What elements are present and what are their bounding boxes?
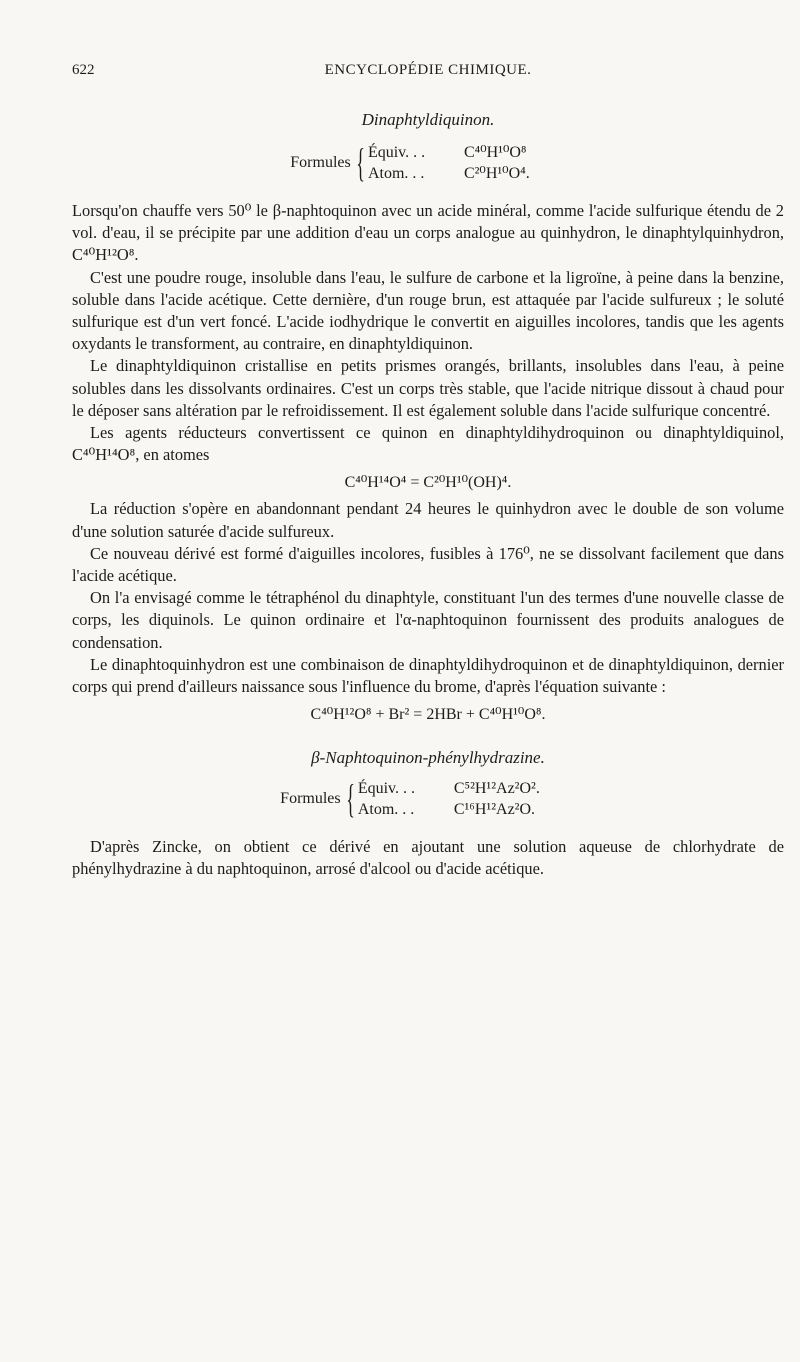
- formula-key: Atom. . .: [367, 165, 425, 182]
- paragraph: Le dinaphtoquinhydron est une combinaison de dinaphtyldihydroquinon et de dinaphtyldiquinon, dernier corps qui prend d'ailleurs naissance sous l'influence du brome, d'après l'équation suivante :: [72, 654, 784, 697]
- paragraph: Lorsqu'on chauffe vers 50⁰ le β-naphtoquinon avec un acide minéral, comme l'acide sulfurique étendu de 2 vol. d'eau, il se précipite par une addition d'eau un corps analogue au quinhydron, le dinaphtylquinhydron, C⁴⁰H¹²O⁸.: [72, 201, 784, 265]
- formula-row: [368, 163, 530, 184]
- formula-block: [36, 142, 784, 184]
- formula-label: Formules: [280, 790, 341, 808]
- brace-glyph: {: [345, 776, 355, 822]
- equation: C⁴⁰H¹²O⁸ + Br² = 2HBr + C⁴⁰H¹⁰O⁸.: [310, 706, 546, 724]
- formula-value: C⁴⁰H¹⁰O⁸: [463, 144, 527, 161]
- formula-value: C⁵²H¹²Az²O².: [453, 780, 540, 798]
- formula-row: [368, 142, 530, 163]
- paragraph: La réduction s'opère en abandonnant pendant 24 heures le quinhydron avec le double de son volume d'une solution saturée d'acide sulfureux.: [72, 499, 784, 541]
- paragraph: Ce nouveau dérivé est formé d'aiguilles incolores, fusibles à 176⁰, ne se dissolvant facilement que dans l'acide acétique.: [72, 543, 784, 586]
- formula-key: Atom. . .: [357, 801, 415, 819]
- paragraph: D'après Zincke, on obtient ce dérivé en ajoutant une solution aqueuse de chlorhydrate de phénylhydrazine à du naphtoquinon, arrosé d'alcool ou d'acide acétique.: [72, 837, 784, 879]
- section-title-naphtoquinon-phenylhydrazine: β-Naphtoquinon-phénylhydrazine.: [311, 748, 545, 768]
- section-title-dinaphtyldiquinon: Dinaphtyldiquinon.: [361, 110, 495, 129]
- page: [72, 62, 784, 881]
- formula-key: Équiv. . .: [357, 780, 416, 798]
- formula-label: Formules: [290, 154, 351, 171]
- formula-key: Équiv. . .: [367, 144, 426, 161]
- paragraph: On l'a envisagé comme le tétraphénol du dinaphtyle, constituant l'un des termes d'une nouvelle classe de corps, les diquinols. Le quinon ordinaire et l'α-naphtoquinon fournissent des produits analogues de condensation.: [72, 588, 784, 652]
- page-header: [72, 62, 784, 90]
- brace-glyph: {: [356, 140, 365, 185]
- paragraph: Le dinaphtyldiquinon cristallise en petits prismes orangés, brillants, insolubles dans l'eau, à peine solubles dans les dissolvants ordinaires. C'est un corps très stable, que l'acide nitrique dissout à chaud pour le déposer sans altération par le refroidissement. Il est également soluble dans l'acide sulfurique concentré.: [72, 356, 784, 420]
- formula-value: C²⁰H¹⁰O⁴.: [463, 165, 530, 182]
- paragraph: Les agents réducteurs convertissent ce quinon en dinaphtyldihydroquinon ou dinaphtyldiquinol, C⁴⁰H¹⁴O⁸, en atomes: [72, 423, 784, 465]
- formula-value: C¹⁶H¹²Az²O.: [453, 801, 536, 819]
- formula-row: [358, 778, 540, 799]
- formula-block: [36, 778, 784, 820]
- formula-row: [358, 799, 540, 820]
- paragraph: C'est une poudre rouge, insoluble dans l'eau, le sulfure de carbone et la ligroïne, à peine dans la benzine, soluble dans l'acide acétique. Cette dernière, d'un rouge brun, est attaquée par l'acide sulfureux ; le soluté sulfurique est d'un vert foncé. L'acide iodhydrique le convertit en aiguilles incolores, tandis que les agents oxydants le transforment, au contraire, en dinaphtyldiquinon.: [72, 267, 784, 354]
- running-title: ENCYCLOPÉDIE CHIMIQUE.: [324, 62, 532, 78]
- page-number: 622: [72, 62, 95, 78]
- equation: C⁴⁰H¹⁴O⁴ = C²⁰H¹⁰(OH)⁴.: [344, 474, 512, 492]
